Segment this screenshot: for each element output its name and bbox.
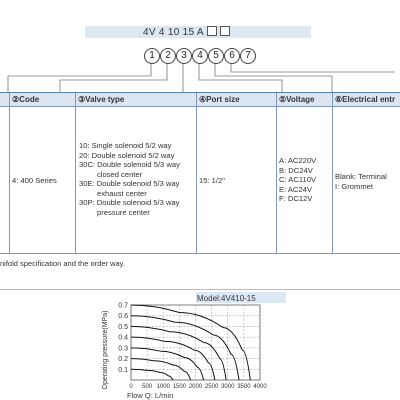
valve-type-item: 30P: Double solenoid 5/3 way xyxy=(79,198,180,207)
x-tick-label: 0 xyxy=(129,384,133,390)
position-marker-5: 5 xyxy=(208,48,224,64)
voltage-list xyxy=(279,156,316,204)
position-marker-1: 1 xyxy=(144,48,160,64)
y-tick-label: 0.2 xyxy=(118,356,128,364)
valve-type-item: 30E: Double solenoid 5/3 way xyxy=(79,179,180,188)
x-tick-label: 3000 xyxy=(221,384,235,390)
header-voltage: ⑤Voltage xyxy=(279,95,315,104)
blank-box-7 xyxy=(220,26,230,36)
x-tick-label: 500 xyxy=(142,384,153,390)
valve-type-item: pressure center xyxy=(97,207,150,217)
position-marker-3: 3 xyxy=(176,48,192,64)
valve-type-item: 30C: Double solenoid 5/3 way xyxy=(79,160,180,169)
column-divider xyxy=(9,93,10,253)
electrical-entry-list xyxy=(335,172,387,191)
x-tick-label: 3500 xyxy=(237,384,251,390)
column-divider xyxy=(276,93,277,253)
y-tick-label: 0.1 xyxy=(118,366,128,374)
electrical-entry-item: Blank: Terminal xyxy=(335,172,387,181)
blank-box-6 xyxy=(207,26,217,36)
position-marker-2: 2 xyxy=(160,48,176,64)
column-divider xyxy=(75,93,76,253)
chart-grid xyxy=(131,305,260,380)
chart-title: Model:4V410-15 xyxy=(197,294,256,303)
voltage-item: B: DC24V xyxy=(279,165,313,175)
header-valve-type: ③Valve type xyxy=(78,95,125,104)
y-tick-labels xyxy=(118,303,128,374)
column-divider xyxy=(332,93,333,253)
y-tick-label: 0.5 xyxy=(118,323,128,331)
x-tick-label: 2000 xyxy=(188,384,203,390)
x-tick-labels xyxy=(129,384,267,390)
voltage-item: F: DC12V xyxy=(279,194,313,203)
y-tick-label: 0.7 xyxy=(118,302,128,310)
position-marker-4: 4 xyxy=(192,48,208,64)
header-electrical-entry: ⑥Electrical entr xyxy=(335,95,396,104)
model-code-text: 4V 4 10 15 A xyxy=(143,27,204,38)
header-code: ②Code xyxy=(12,95,40,104)
code-value: 4: 400 Series xyxy=(12,176,57,185)
header-port-size: ④Port size xyxy=(199,95,240,104)
valve-type-list xyxy=(79,141,180,217)
electrical-entry-item: I: Grommet xyxy=(335,181,373,191)
voltage-item: C: AC110V xyxy=(279,175,317,184)
position-marker-7: 7 xyxy=(240,48,256,64)
y-axis-label: Operating pressure(MPa) xyxy=(102,310,109,390)
y-tick-label: 0.3 xyxy=(118,345,128,353)
valve-type-item: 10: Single solenoid 5/2 way xyxy=(79,141,172,150)
port-size-value: 15: 1/2" xyxy=(199,176,225,185)
model-code xyxy=(143,26,230,39)
voltage-item: E: AC24V xyxy=(279,184,312,194)
footnote: nifold specification and the order way. xyxy=(0,259,125,268)
connector-lines xyxy=(0,62,400,94)
pressure-flow-curve xyxy=(131,369,173,380)
x-tick-label: 4000 xyxy=(253,384,267,390)
y-tick-label: 0.6 xyxy=(118,313,128,321)
position-marker-6: 6 xyxy=(224,48,240,64)
voltage-item: A: AC220V xyxy=(279,156,317,165)
flow-chart xyxy=(0,290,400,400)
valve-type-item: closed center xyxy=(97,169,143,179)
x-axis-label: Flow Q: L/min xyxy=(127,391,174,400)
pressure-flow-curve xyxy=(131,305,250,380)
x-tick-label: 1000 xyxy=(156,384,170,390)
table-bottom-border xyxy=(0,253,400,254)
valve-type-item: 20: Double solenoid 5/2 way xyxy=(79,150,175,160)
y-tick-label: 0.4 xyxy=(118,334,128,342)
column-divider xyxy=(196,93,197,253)
x-tick-label: 1500 xyxy=(172,384,187,390)
x-tick-label: 2500 xyxy=(204,384,219,390)
valve-type-item: exhaust center xyxy=(97,188,147,198)
chart-series xyxy=(131,305,250,380)
